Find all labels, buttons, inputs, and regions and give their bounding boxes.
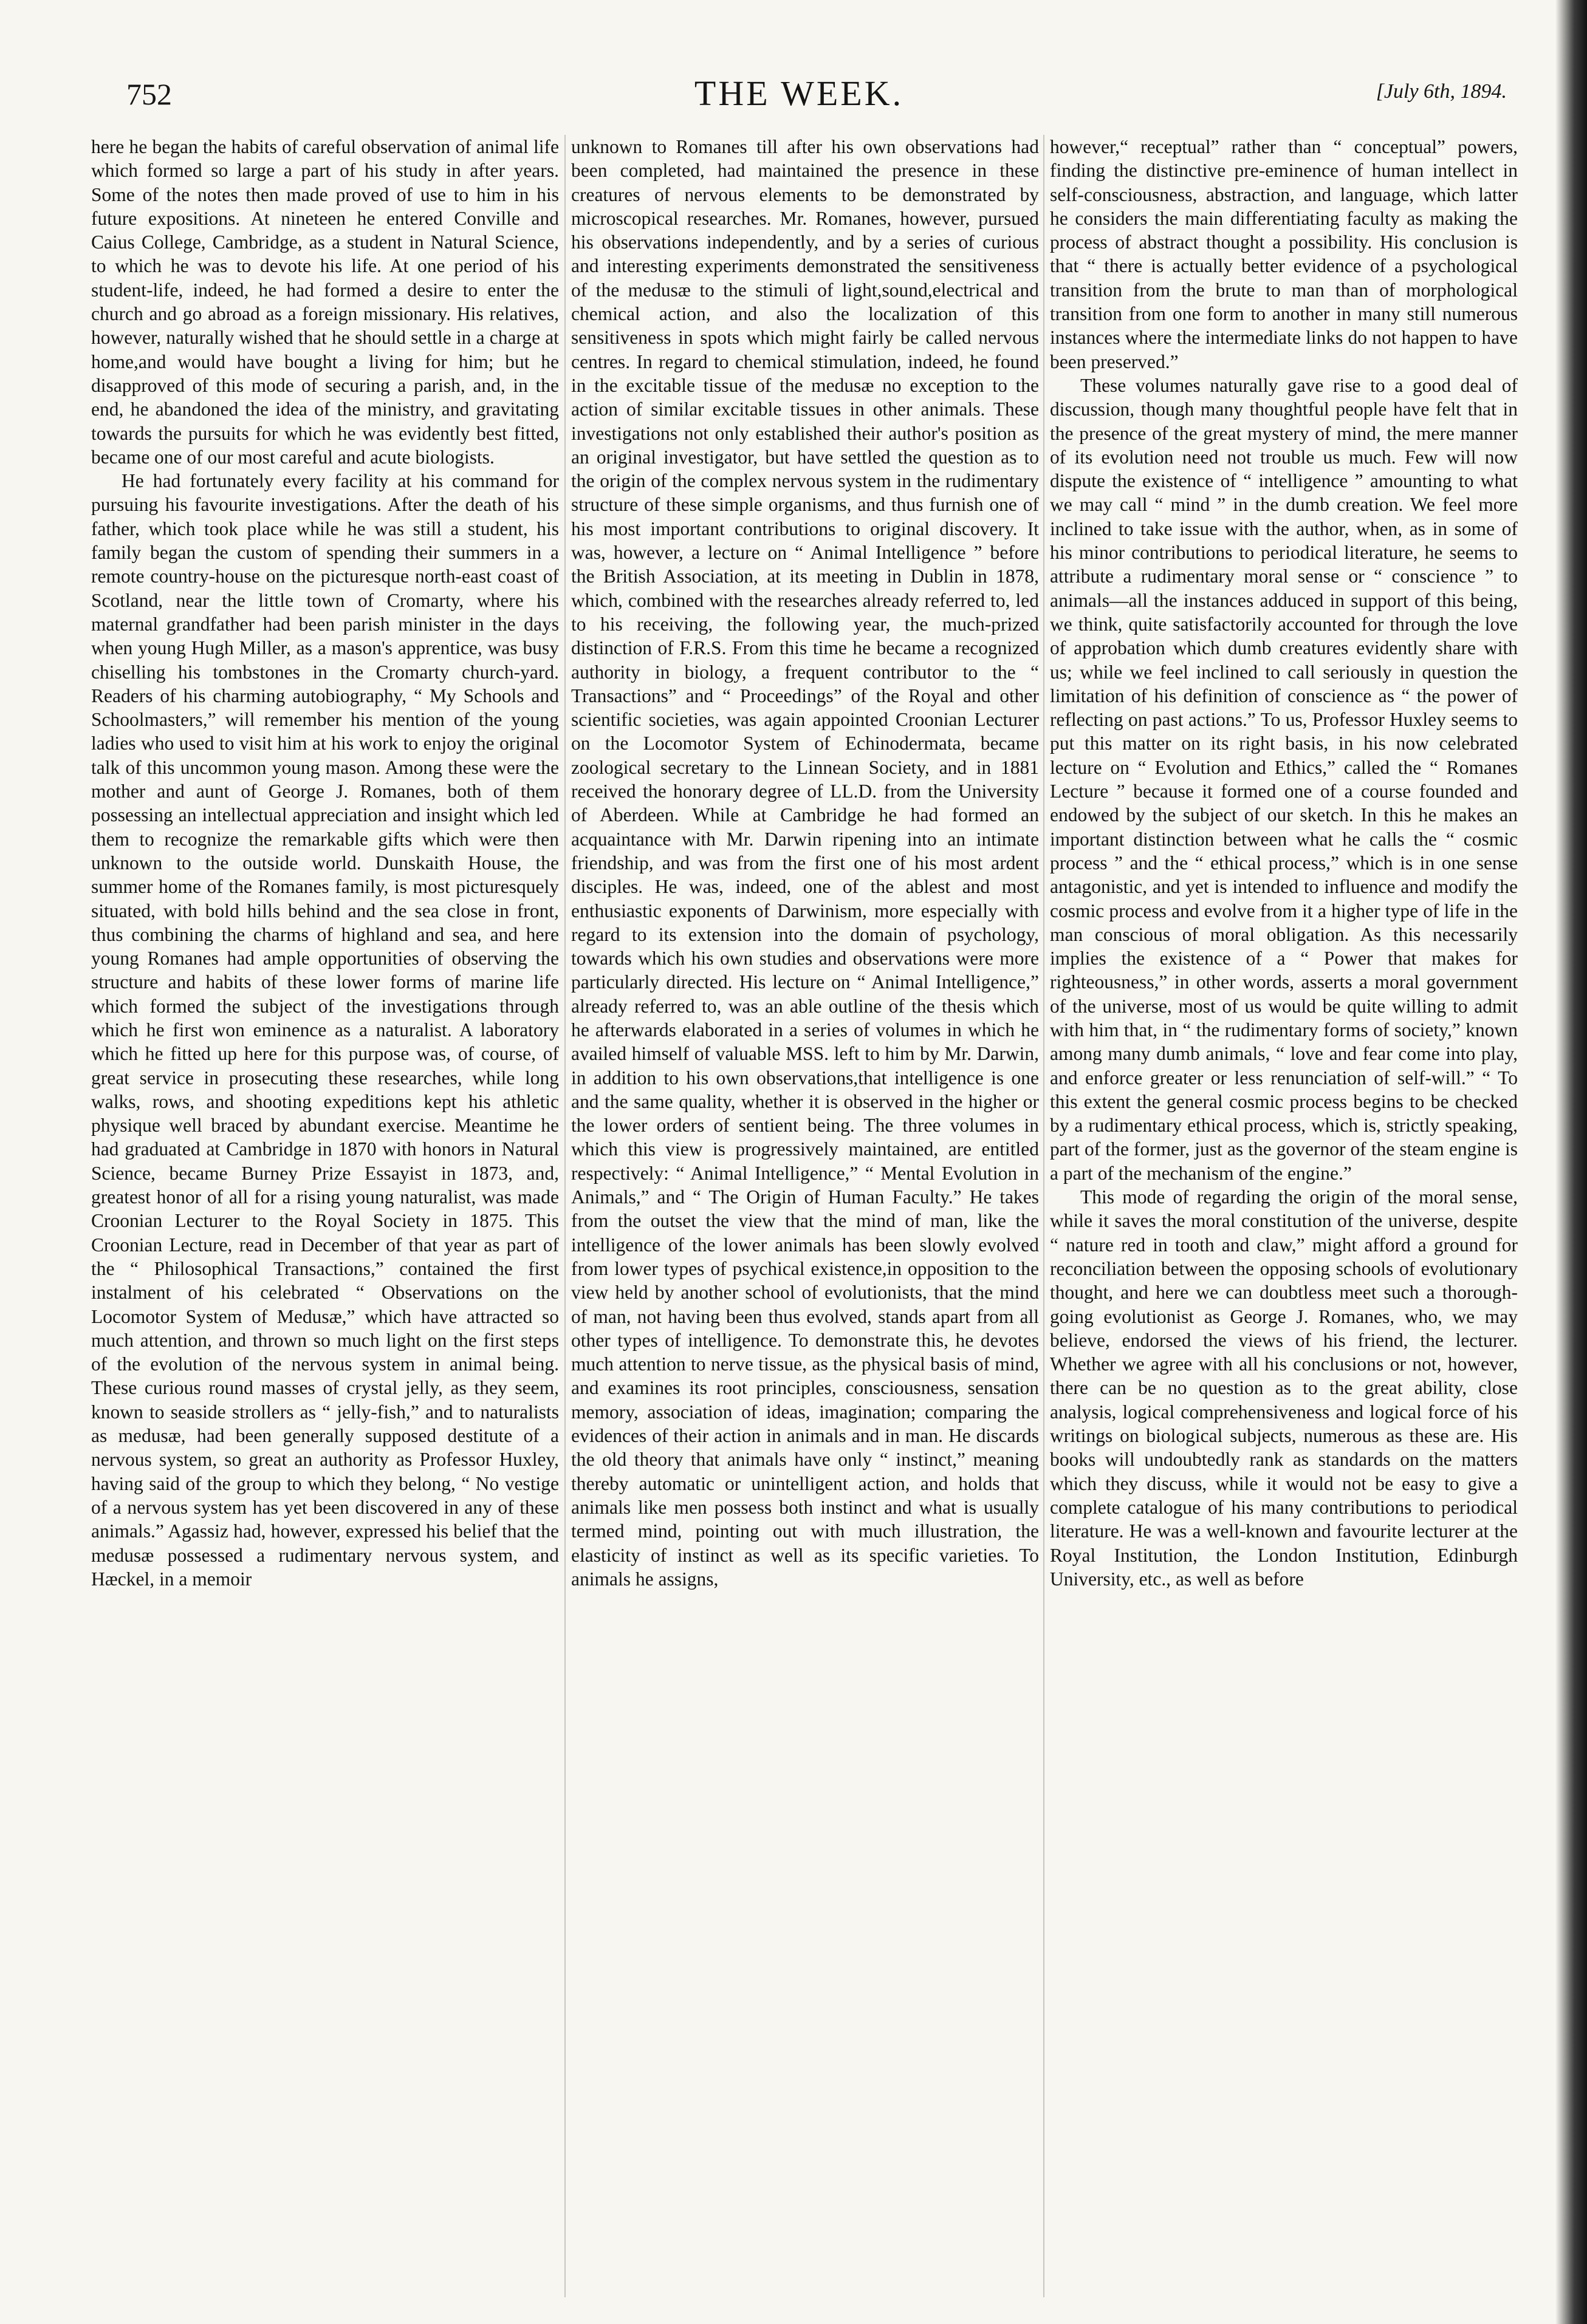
column-divider bbox=[1043, 135, 1044, 2297]
paragraph: however,“ receptual” rather than “ conceptual” powers, finding the distinctive pre-eminence of human intellect in self-consciousness, abstraction, and language, which latter he considers the main differentiating faculty as making the process of abstract thought a possibility. His conclusion is that “ there is actually better evidence of a psychological transition from the brute to man than of morphological transition from one form to another in many still numerous instances where the intermediate links do not happen to have been preserved.” bbox=[1050, 136, 1518, 372]
text-column-2 bbox=[571, 135, 1039, 2291]
paragraph: unknown to Romanes till after his own observations had been completed, had maintained the presence in these creatures of nervous elements to be demonstrated by microscopical researches. Mr. Romanes, however, pursued his observations independently, and by a series of curious and interesting experiments demonstrated the sensitiveness of the medusæ to the stimuli of light,sound,electrical and chemical action, and also the localization of this sensitiveness in spots which might fairly be called nervous centres. In regard to chemical stimulation, indeed, he found in the excitable tissue of the medusæ no exception to the action of similar excitable tissues in other animals. These investigations not only established their author's position as an original investigator, but have settled the question as to the origin of the complex nervous system in the rudimentary structure of these simple organisms, and thus furnish one of his most important contributions to original discovery. It was, however, a lecture on “ Animal Intelligence ” before the British Association, at its meeting in Dublin in 1878, which, combined with the researches already referred to, led to his receiving, the following year, the much-prized distinction of F.R.S. From this time he became a recognized authority in biology, a frequent contributor to the “ Transactions” and “ Proceedings” of the Royal and other scientific societies, was again appointed Croonian Lecturer on the Locomotor System of Echinodermata, became zoological secretary to the Linnean Society, and in 1881 received the honorary degree of LL.D. from the University of Aberdeen. While at Cambridge he had formed an acquaintance with Mr. Darwin ripening into an intimate friendship, and was from the first one of his most ardent disciples. He was, indeed, one of the ablest and most enthusiastic exponents of Darwinism, more especially with regard to its extension into the domain of psychology, towards which his own studies and observations were more particularly directed. His lecture on “ Animal Intelligence,” already referred to, was an able outline of the thesis which he afterwards elaborated in a series of volumes in which he availed himself of valuable MSS. left to him by Mr. Darwin, in addition to his own observations,that intelligence is one and the same quality, whether it is observed in the higher or the lower orders of sentient being. The three volumes in which this view is progressively maintained, are entitled respectively: “ Animal Intelligence,” “ Mental Evolution in Animals,” and “ The Origin of Human Faculty.” He takes from the outset the view that the mind of man, like the intelligence of the lower animals has been slowly evolved from lower types of psychical existence,in opposition to the view held by another school of evolutionists, that the mind of man, not having been thus evolved, stands apart from all other types of intelligence. To demonstrate this, he devotes much attention to nerve tissue, as the physical basis of mind, and examines its root principles, consciousness, sensation memory, association of ideas, imagination; comparing the evidences of their action in animals and in man. He discards the old theory that animals have only “ instinct,” meaning thereby automatic or unintelligent action, and holds that animals like men possess both instinct and what is usually termed mind, pointing out with much illustration, the elasticity of instinct as well as its specific varieties. To animals he assigns, bbox=[571, 136, 1039, 1590]
paragraph: These volumes naturally gave rise to a good deal of discussion, though many thoughtful people have felt that in the presence of the great mystery of mind, the mere manner of its evolution need not trouble us much. Few will now dispute the existence of “ intelligence ” amounting to what we may call “ mind ” in the dumb creation. We feel more inclined to take issue with the author, when, as in some of his minor contributions to periodical literature, he seems to attribute a rudimentary moral sense or “ conscience ” to animals—all the instances adduced in support of this being, we think, quite satisfactorily accounted for through the love of approbation which dumb creatures evidently share with us; while we feel inclined to call seriously in question the limitation of his definition of conscience as “ the power of reflecting on past actions.” To us, Professor Huxley seems to put this matter on its right basis, in his now celebrated lecture on “ Evolution and Ethics,” called the “ Romanes Lecture ” because it formed one of a course founded and endowed by the subject of our sketch. In this he makes an important distinction between what he calls the “ cosmic process ” and the “ ethical process,” which is in one sense antagonistic, and yet is intended to influence and modify the cosmic process and evolve from it a higher type of life in the man conscious of moral obligation. As this necessarily implies the existence of a “ Power that makes for righteousness,” in other words, asserts a moral government of the universe, most of us would be quite willing to admit with him that, in “ the rudimentary forms of society,” known among many dumb animals, “ love and fear come into play, and enforce greater or less renunciation of self-will.” “ To this extent the general cosmic process begins to be checked by a rudimentary ethical process, which is, strictly speaking, part of the former, just as the governor of the steam engine is a part of the mechanism of the engine.” bbox=[1050, 374, 1518, 1184]
column-divider bbox=[564, 135, 566, 2297]
page-binding-edge bbox=[1555, 0, 1587, 2324]
issue-date: [July 6th, 1894. bbox=[1376, 80, 1507, 103]
paragraph: He had fortunately every facility at his command for pursuing his favourite investigations. After the death of his father, which took place while he was still a student, his family began the custom of spending their summers in a remote country-house on the picturesque north-east coast of Scotland, near the little town of Cromarty, where his maternal grandfather had been parish minister in the days when young Hugh Miller, as a mason's apprentice, was busy chiselling his tombstones in the Cromarty church-yard. Readers of his charming autobiography, “ My Schools and Schoolmasters,” will remember his mention of the young ladies who used to visit him at his work to enjoy the original talk of this uncommon young mason. Among these were the mother and aunt of George J. Romanes, both of them possessing an intellectual appreciation and insight which led them to recognize the remarkable gifts which were then unknown to the outside world. Dunskaith House, the summer home of the Romanes family, is most picturesquely situated, with bold hills behind and the sea close in front, thus combining the charms of highland and sea, and here young Romanes had ample opportunities of observing the structure and habits of these lower forms of marine life which formed the subject of the investigations through which he first won eminence as a naturalist. A laboratory which he fitted up here for this purpose was, of course, of great service in prosecuting these researches, while long walks, rows, and shooting expeditions kept his athletic physique well braced by abundant exercise. Meantime he had graduated at Cambridge in 1870 with honors in Natural Science, became Burney Prize Essayist in 1873, and, greatest honor of all for a rising young naturalist, was made Croonian Lecturer to the Royal Society in 1875. This Croonian Lecture, read in December of that year as part of the “ Philosophical Transactions,” contained the first instalment of his celebrated “ Observations on the Locomotor System of Medusæ,” which have attracted so much attention, and thrown so much light on the first steps of the evolution of the nervous system in animal being. These curious round masses of crystal jelly, as they seem, known to seaside strollers as “ jelly-fish,” and to naturalists as medusæ, had been generally supposed destitute of a nervous system, so great an authority as Professor Huxley, having said of the group to which they belong, “ No vestige of a nervous system has yet been discovered in any of these animals.” Agassiz had, however, expressed his belief that the medusæ possessed a rudimentary nervous system, and Hæckel, in a memoir bbox=[91, 470, 559, 1590]
page-number: 752 bbox=[126, 77, 172, 111]
text-column-1 bbox=[91, 135, 559, 2291]
paragraph: This mode of regarding the origin of the moral sense, while it saves the moral constitution of the universe, despite “ nature red in tooth and claw,” might afford a ground for reconciliation between the opposing schools of evolutionary thought, and here we can doubtless meet such a thorough-going evolutionist as George J. Romanes, who, we may believe, endorsed the views of his friend, the lecturer. Whether we agree with all his conclusions or not, however, there can be no question as to the great ability, close analysis, logical comprehensiveness and logical force of his writings on biological subjects, numerous as these are. His books will undoubtedly rank as standards on the matters which they discuss, while it would not be easy to give a complete catalogue of his many contributions to periodical literature. He was a well-known and favourite lecturer at the Royal Institution, the London Institution, Edinburgh University, etc., as well as before bbox=[1050, 1186, 1518, 1590]
paragraph: here he began the habits of careful observation of animal life which formed so large a part of his study in after years. Some of the notes then made proved of use to him in his future expositions. At nineteen he entered Conville and Caius College, Cambridge, as a student in Natural Science, to which he was to devote his life. At one period of his student-life, indeed, he had formed a desire to enter the church and go abroad as a foreign missionary. His relatives, however, naturally wished that he should settle in a charge at home,and would have bought a living for him; but he disapproved of this mode of securing a parish, and, in the end, he abandoned the idea of the ministry, and gravitating towards the pursuits for which he was evidently best fitted, became one of our most careful and acute biologists. bbox=[91, 136, 559, 468]
journal-title: THE WEEK. bbox=[694, 73, 904, 113]
text-column-3 bbox=[1050, 135, 1518, 2291]
page-header bbox=[91, 73, 1507, 121]
